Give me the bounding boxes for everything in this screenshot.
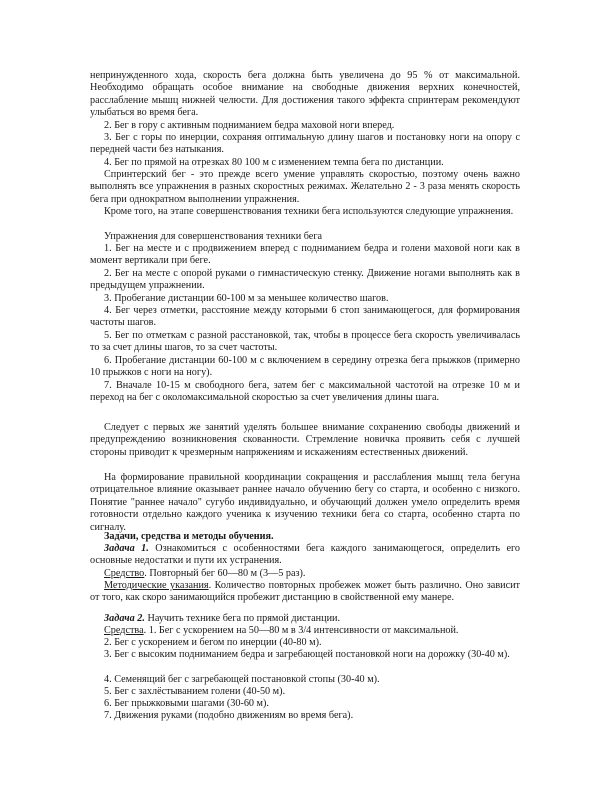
paragraph-freedom: Следует с первых же занятий уделять большее внимание сохранению свободы движений и предупреждению возникновения скованности. Стремление новичка проявить себя с лучшей стороны приводит к чрезмерным напряжениям и искажениям естественных движений. — [90, 422, 520, 458]
exercise-item-4: 4. Бег по прямой на отрезках 80 100 м с изменением темпа бега по дистанции. — [104, 157, 444, 168]
task-1 — [90, 543, 520, 568]
means-2-text: . 1. Бег с ускорением на 50—80 м в 3/4 интенсивности от максимальной. — [143, 625, 459, 636]
task-1-text: Ознакомиться с особенностями бега каждого занимающегося, определить его основные недостатки и пути их устранения. — [90, 543, 520, 567]
means-2-label: Средства — [104, 625, 144, 636]
exercise-5: 5. Бег по отметкам с разной расстановкой, так, чтобы в процессе бега скорость увеличивалась то за счет длины шагов, то за счет частоты. — [90, 330, 520, 354]
exercise-6: 6. Пробегание дистанции 60-100 м с включением в середину отрезка бега прыжков (примерно 10 прыжков с ноги на ногу). — [90, 355, 520, 379]
exercise-1: 1. Бег на месте и с продвижением вперед с подниманием бедра и голени маховой ноги как в момент вертикали при беге. — [90, 243, 520, 267]
task-1-label: Задача 1. — [104, 543, 149, 554]
task-2 — [90, 613, 520, 625]
methodical-notes — [90, 580, 520, 605]
task-2-label: Задача 2. — [104, 613, 145, 624]
methodical-notes-label: Методические указания — [104, 580, 209, 591]
exercise-item-2: 2. Бег в гору с активным подниманием бедра маховой ноги вперед. — [104, 120, 395, 131]
means-1-label: Средство — [104, 568, 145, 579]
exercise-3: 3. Пробегание дистанции 60-100 м за меньшее количество шагов. — [104, 293, 389, 304]
means-item-6: 6. Бег прыжковыми шагами (30-60 м). — [104, 698, 269, 709]
task-2-text: Научить технике бега по прямой дистанции. — [144, 613, 341, 624]
means-item-7: 7. Движения руками (подобно движениям во время бега). — [104, 710, 354, 721]
exercises-title: Упражнения для совершенствования техники бега — [104, 231, 323, 242]
means-item-4: 4. Семенящий бег с загребающей постановкой стопы (30-40 м). — [104, 674, 380, 685]
section-heading: Задачи, средства и методы обучения. — [104, 531, 274, 542]
exercise-4: 4. Бег через отметки, расстояние между которыми 6 стоп занимающегося, для формирования частоты шагов. — [90, 305, 520, 329]
means-1-text: . Повторный бег 60—80 м (3—5 раз). — [144, 568, 306, 579]
means-1 — [90, 568, 520, 580]
means-2 — [90, 625, 520, 637]
means-item-5: 5. Бег с захлёстыванием голени (40-50 м). — [104, 686, 286, 697]
exercise-item-3: 3. Бег с горы по инерции, сохраняя оптимальную длину шагов и постановку ноги на опору с передней части без натыкания. — [90, 132, 520, 156]
methodical-notes-text: . Количество повторных пробежек может быть различно. Оно зависит от того, как скоро занимающийся пробежит дистанцию в свойственной ему манере. — [90, 580, 521, 604]
means-item-2: 2. Бег с ускорением и бегом по инерции (40-80 м). — [104, 637, 322, 648]
paragraph-continuation: непринужденного хода, скорость бега должна быть увеличена до 95 % от максимальной. Необходимо обращать особое внимание на свободные движения верхних конечностей, расслабление мышц нижней челюсти. Для достижения такого эффекта спринтерам рекомендуют улыбаться во время бега. — [90, 70, 520, 119]
paragraph-coordination: На формирование правильной координации сокращения и расслабления мышц тела бегуна отрицательное влияние оказывает раннее начало обучению бегу со старта, и особенно с низкого. Понятие "раннее начало" сугубо индивидуально, и обучающий должен умело определить время готовности отдельно каждого ученика к изучению техники бега со старта, особенно старта по сигналу. — [90, 472, 520, 533]
paragraph-moreover: Кроме того, на этапе совершенствования техники бега используются следующие упражнения. — [104, 206, 514, 217]
exercise-7: 7. Вначале 10-15 м свободного бега, затем бег с максимальной частотой на отрезке 10 м и переход на бег с околомаксимальной скоростью за счет увеличения длины шага. — [90, 380, 520, 404]
exercise-2: 2. Бег на месте с опорой руками о гимнастическую стенку. Движение ногами выполнять как в предыдущем упражнении. — [90, 268, 520, 292]
means-item-3: 3. Бег с высоким подниманием бедра и загребающей постановкой ноги на дорожку (30-40 м). — [104, 649, 510, 660]
paragraph-sprint: Спринтерский бег - это прежде всего умение управлять скоростью, поэтому очень важно выполнять все упражнения в разных скоростных режимах. Желательно 2 - 3 раза менять скорость бега при однократном выполнении упражнения. — [90, 169, 520, 205]
